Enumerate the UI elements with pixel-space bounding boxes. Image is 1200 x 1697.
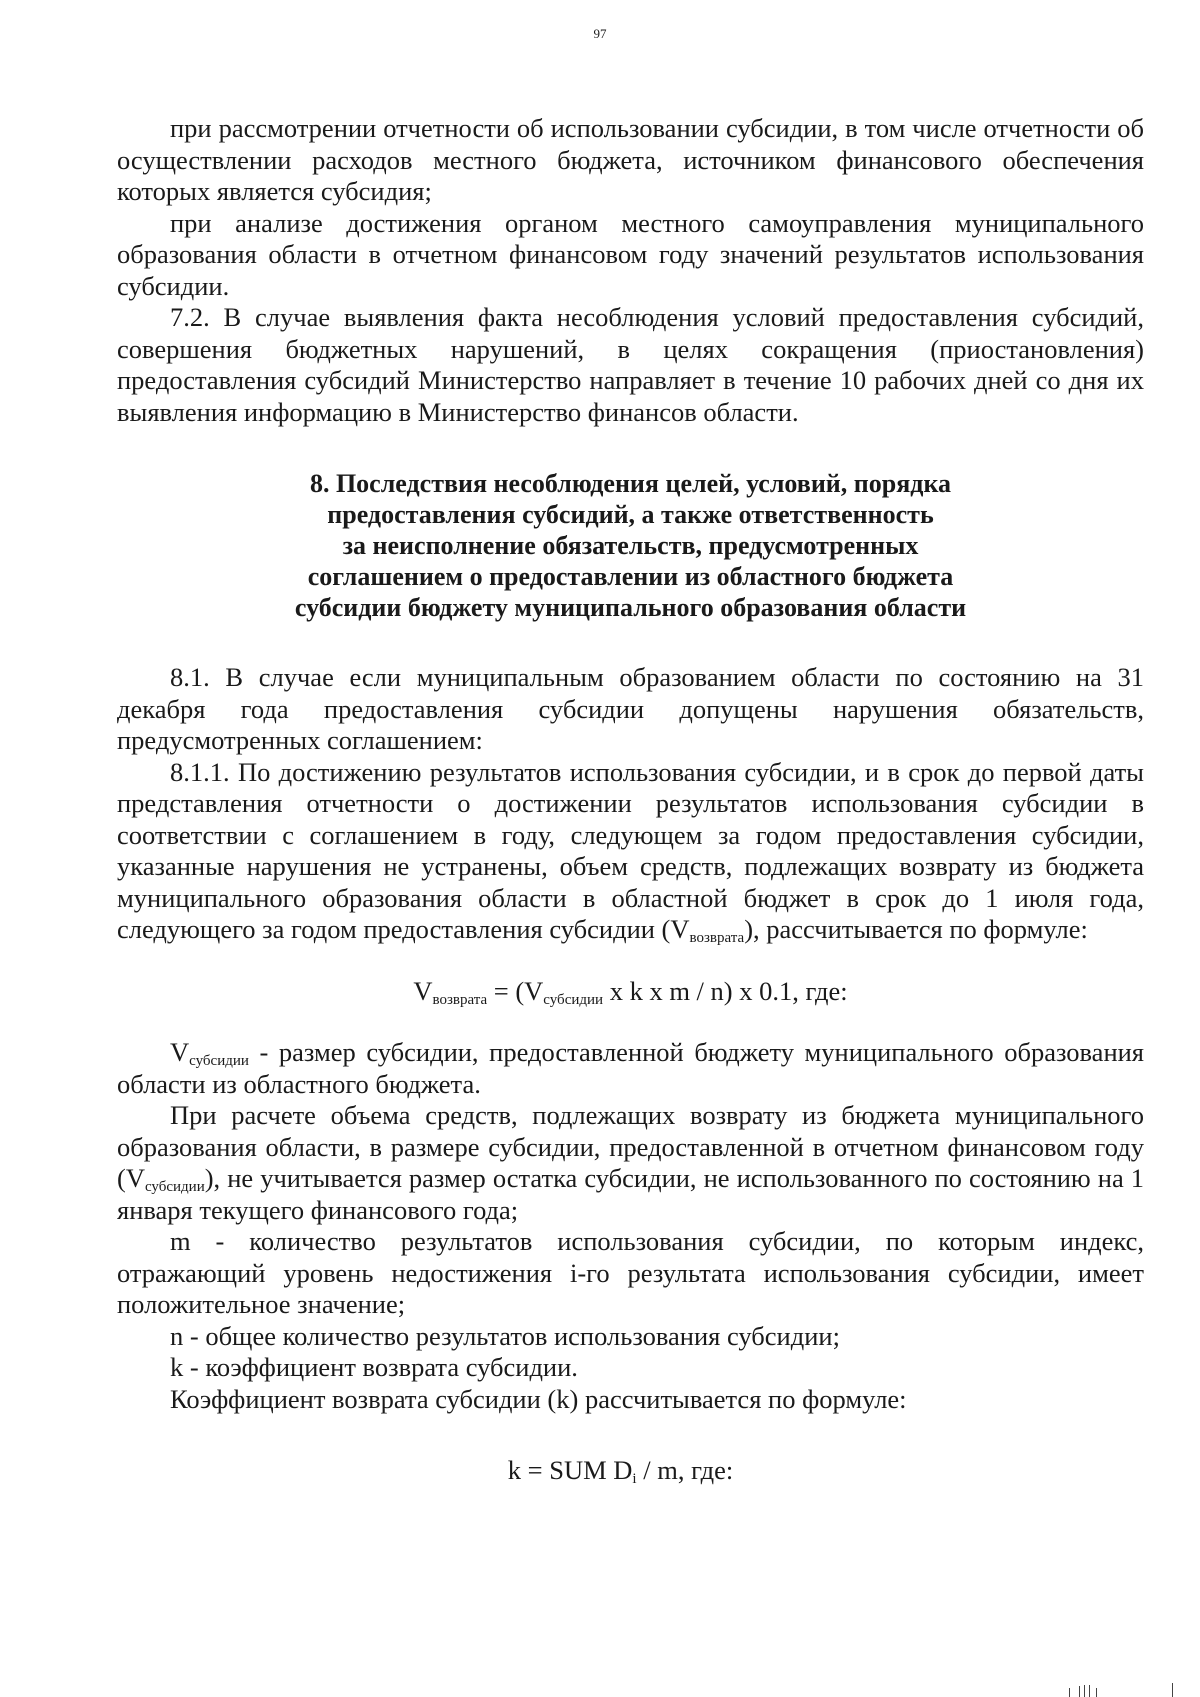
formula-text: x k x m / n) x 0.1, где: <box>603 975 848 1006</box>
formula-variable: V <box>170 1037 190 1067</box>
scan-mark <box>1084 1685 1085 1697</box>
subscript: возврата <box>689 930 745 946</box>
definition: n - общее количество результатов использования субсидии; <box>170 1320 840 1351</box>
definition-text: - размер субсидии, предоставленной бюджету муниципального образования области из областного бюджета. <box>117 1037 1144 1099</box>
scan-mark <box>1172 1683 1173 1697</box>
paragraph-text: ), рассчитывается по формуле: <box>744 914 1088 944</box>
paragraph: Коэффициент возврата субсидии (k) рассчитывается по формуле: <box>170 1383 907 1414</box>
definition <box>117 1037 1144 1100</box>
scan-mark <box>1069 1688 1070 1697</box>
spacer <box>117 623 1144 662</box>
formula-variable: V <box>413 975 433 1006</box>
section-heading-line: субсидии бюджету муниципального образования области <box>294 593 967 622</box>
formula-text: k = SUM D <box>507 1455 633 1485</box>
paragraph <box>117 757 1144 946</box>
formula-return-volume <box>117 976 1144 1008</box>
section-heading <box>117 468 1144 623</box>
scan-mark <box>1079 1686 1080 1697</box>
subscript: субсидии <box>144 1179 205 1195</box>
paragraph: при анализе достижения органом местного самоуправления муниципального образования области в отчетном финансовом году значений результатов использования субсидии. <box>117 207 1144 301</box>
formula-text: / m, где: <box>636 1455 734 1485</box>
scan-mark <box>1096 1688 1097 1697</box>
section-heading-line: соглашением о предоставлении из областного бюджета <box>307 562 954 591</box>
section-heading-line: 8. Последствия несоблюдения целей, условий, порядка <box>309 469 952 498</box>
paragraph <box>117 1100 1144 1226</box>
formula-coefficient <box>117 1455 1144 1487</box>
paragraph: при рассмотрении отчетности об использовании субсидии, в том числе отчетности об осуществлении расходов местного бюджета, источником финансового обеспечения которых является субсидия; <box>117 113 1144 206</box>
paragraph-text: ), не учитывается размер остатка субсидии, не использованного по состоянию на 1 января текущего финансового года; <box>117 1163 1144 1225</box>
paragraph-text: 8.1.1. По достижению результатов использования субсидии, и в срок до первой даты представления отчетности о достижении результатов использования субсидии в соответствии с соглашением в году, следующем за годом предоставления субсидии, указанные нарушения не устранены, объем средств, подлежащих возврату из бюджета муниципального образования области в областной бюджет в срок до 1 июля года, следующего за годом предоставления субсидии (V <box>117 756 1144 944</box>
section-heading-line: предоставления субсидий, а также ответственность <box>327 500 934 529</box>
subscript: субсидии <box>189 1053 249 1069</box>
paragraph-text: При расчете объема средств, подлежащих возврату из бюджета муниципального образования области, в размере субсидии, предоставленной в отчетном финансовом году (V <box>117 1100 1144 1193</box>
formula-text: = (V <box>487 975 544 1006</box>
section-heading-line: за неисполнение обязательств, предусмотренных <box>342 531 919 560</box>
paragraph: 7.2. В случае выявления факта несоблюдения условий предоставления субсидий, совершения бюджетных нарушений, в целях сокращения (приостановления) предоставления субсидий Министерство направляет в течение 10 рабочих дней со дня их выявления информацию в Министерство финансов области. <box>117 302 1144 427</box>
paragraph: 8.1. В случае если муниципальным образованием области по состоянию на 31 декабря года предоставления субсидии допущены нарушения обязательств, предусмотренных соглашением: <box>117 662 1144 755</box>
subscript: i <box>632 1471 637 1487</box>
definition: k - коэффициент возврата субсидии. <box>170 1352 578 1382</box>
definition: m - количество результатов использования субсидии, по которым индекс, отражающий уровень недостижения i-го результата использования субсидии, имеет положительное значение; <box>117 1226 1144 1319</box>
subscript: субсидии <box>543 991 604 1008</box>
subscript: возврата <box>432 991 488 1008</box>
document-body <box>117 113 1144 1487</box>
scan-mark <box>1089 1685 1090 1697</box>
page-number: 97 <box>593 26 607 41</box>
scan-edge-marks <box>1065 1683 1175 1697</box>
